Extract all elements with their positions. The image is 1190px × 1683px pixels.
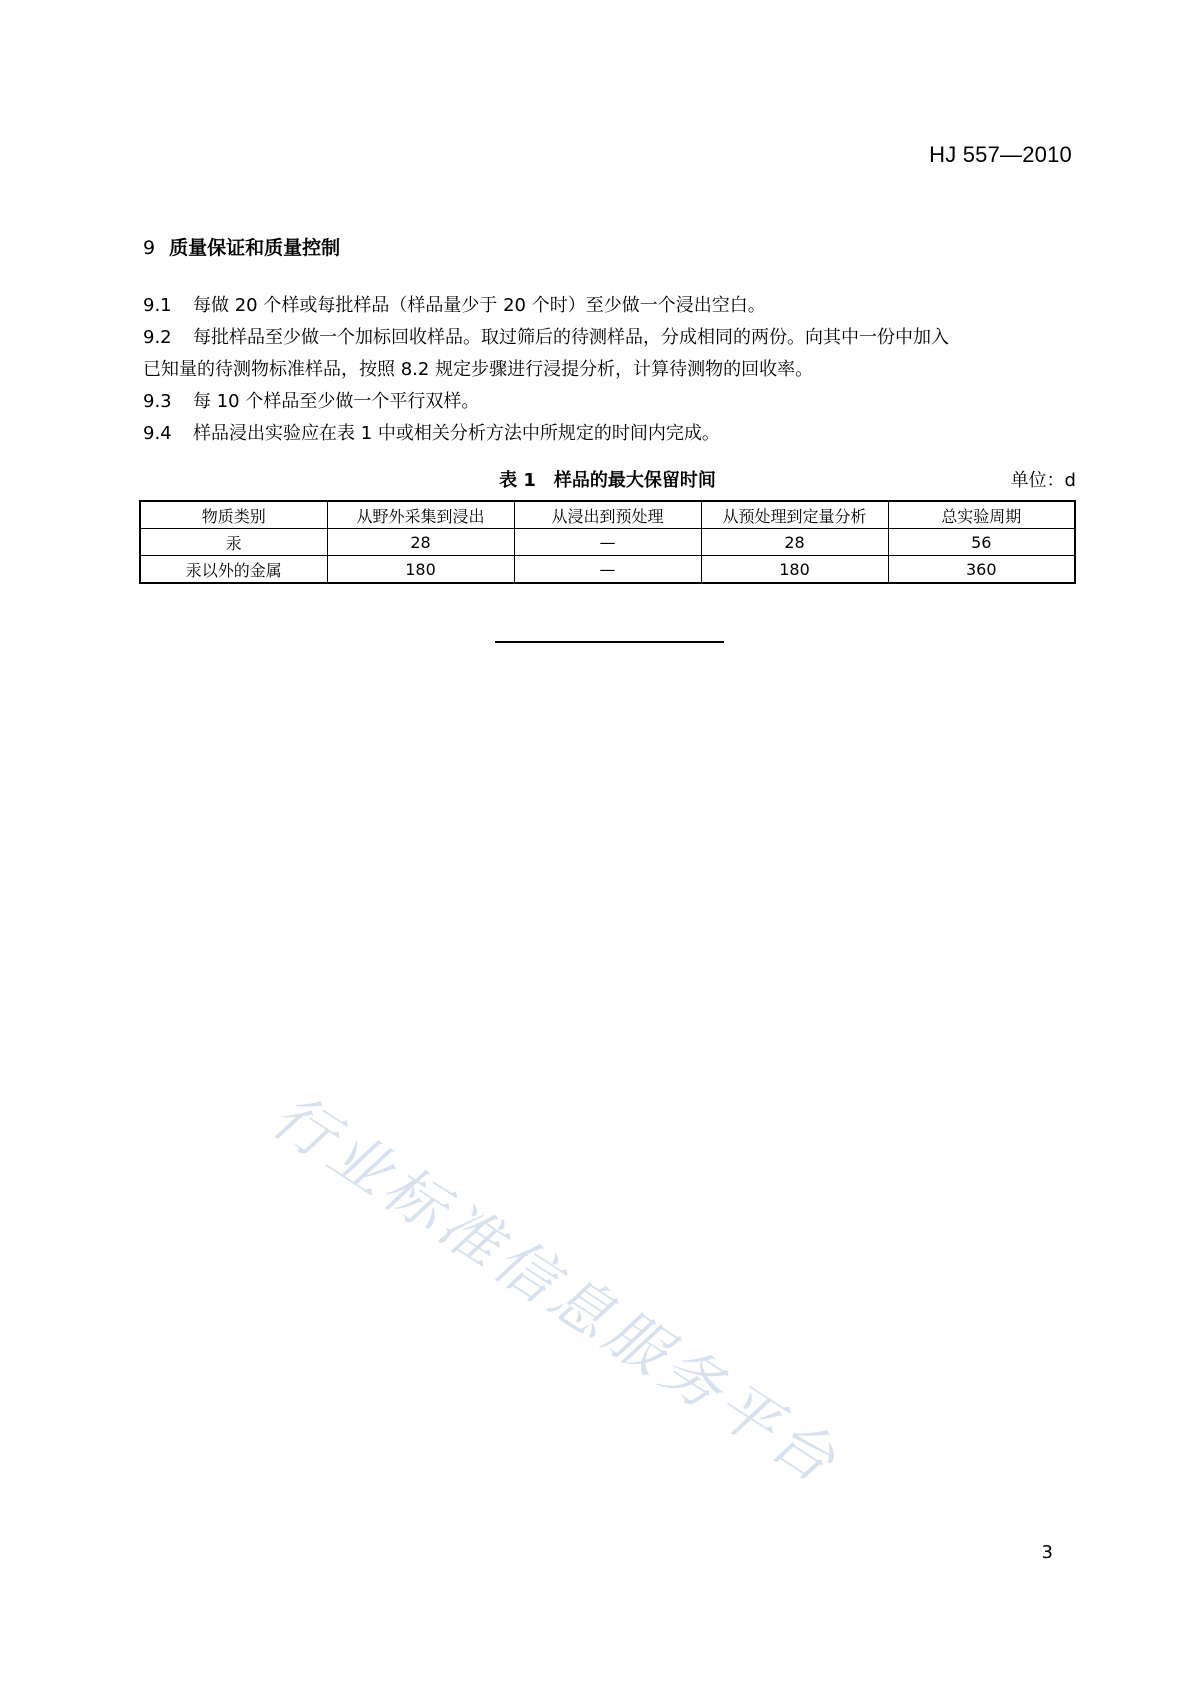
clause-text: 每批样品至少做一个加标回收样品。取过筛后的待测样品，分成相同的两份。向其中一份中加入 xyxy=(193,327,949,348)
table-title: 样品的最大保留时间 xyxy=(553,470,716,491)
header-cell: 从野外采集到浸出 xyxy=(327,501,514,529)
table-cell: 56 xyxy=(888,529,1075,556)
table-row xyxy=(140,529,1075,556)
table-unit: 单位：d xyxy=(1010,470,1076,491)
table-cell: — xyxy=(514,529,701,556)
table-cell: 360 xyxy=(888,556,1075,584)
section-number: 9 xyxy=(143,237,156,259)
table-caption-row xyxy=(139,464,1076,494)
section-heading xyxy=(143,233,340,260)
clause-number: 9.3 xyxy=(143,391,172,412)
clause-9-3 xyxy=(143,386,1073,418)
header-cell: 总实验周期 xyxy=(888,501,1075,529)
clause-number: 9.4 xyxy=(143,423,172,444)
standard-number: HJ 557—2010 xyxy=(929,142,1072,167)
clause-number: 9.1 xyxy=(143,295,172,316)
clause-text: 每做 20 个样或每批样品（样品量少于 20 个时）至少做一个浸出空白。 xyxy=(193,295,766,316)
clause-text: 样品浸出实验应在表 1 中或相关分析方法中所规定的时间内完成。 xyxy=(193,423,720,444)
table-cell: 28 xyxy=(701,529,888,556)
watermark: 行业标准信息服务平台 xyxy=(259,1080,852,1500)
table-number: 表 1 xyxy=(499,470,536,491)
end-rule xyxy=(495,641,724,643)
table-header-row xyxy=(140,501,1075,529)
table-cell: 180 xyxy=(327,556,514,584)
clause-text: 每 10 个样品至少做一个平行双样。 xyxy=(193,391,480,412)
clause-text-continued: 已知量的待测物标准样品，按照 8.2 规定步骤进行浸提分析，计算待测物的回收率。 xyxy=(143,359,814,380)
table-cell: — xyxy=(514,556,701,584)
table-row xyxy=(140,556,1075,584)
header-cell: 物质类别 xyxy=(140,501,327,529)
header-cell: 从预处理到定量分析 xyxy=(701,501,888,529)
table-cell: 汞 xyxy=(140,529,327,556)
clause-9-2 xyxy=(143,322,1073,386)
clause-number: 9.2 xyxy=(143,327,172,348)
table-cell: 28 xyxy=(327,529,514,556)
table-cell: 汞以外的金属 xyxy=(140,556,327,584)
clause-9-4 xyxy=(143,418,1073,450)
section-title: 质量保证和质量控制 xyxy=(169,237,341,259)
clause-9-1 xyxy=(143,290,1073,322)
table-caption xyxy=(139,466,1076,492)
retention-time-table xyxy=(139,500,1076,584)
page-number: 3 xyxy=(1041,1542,1053,1563)
table-cell: 180 xyxy=(701,556,888,584)
header-cell: 从浸出到预处理 xyxy=(514,501,701,529)
